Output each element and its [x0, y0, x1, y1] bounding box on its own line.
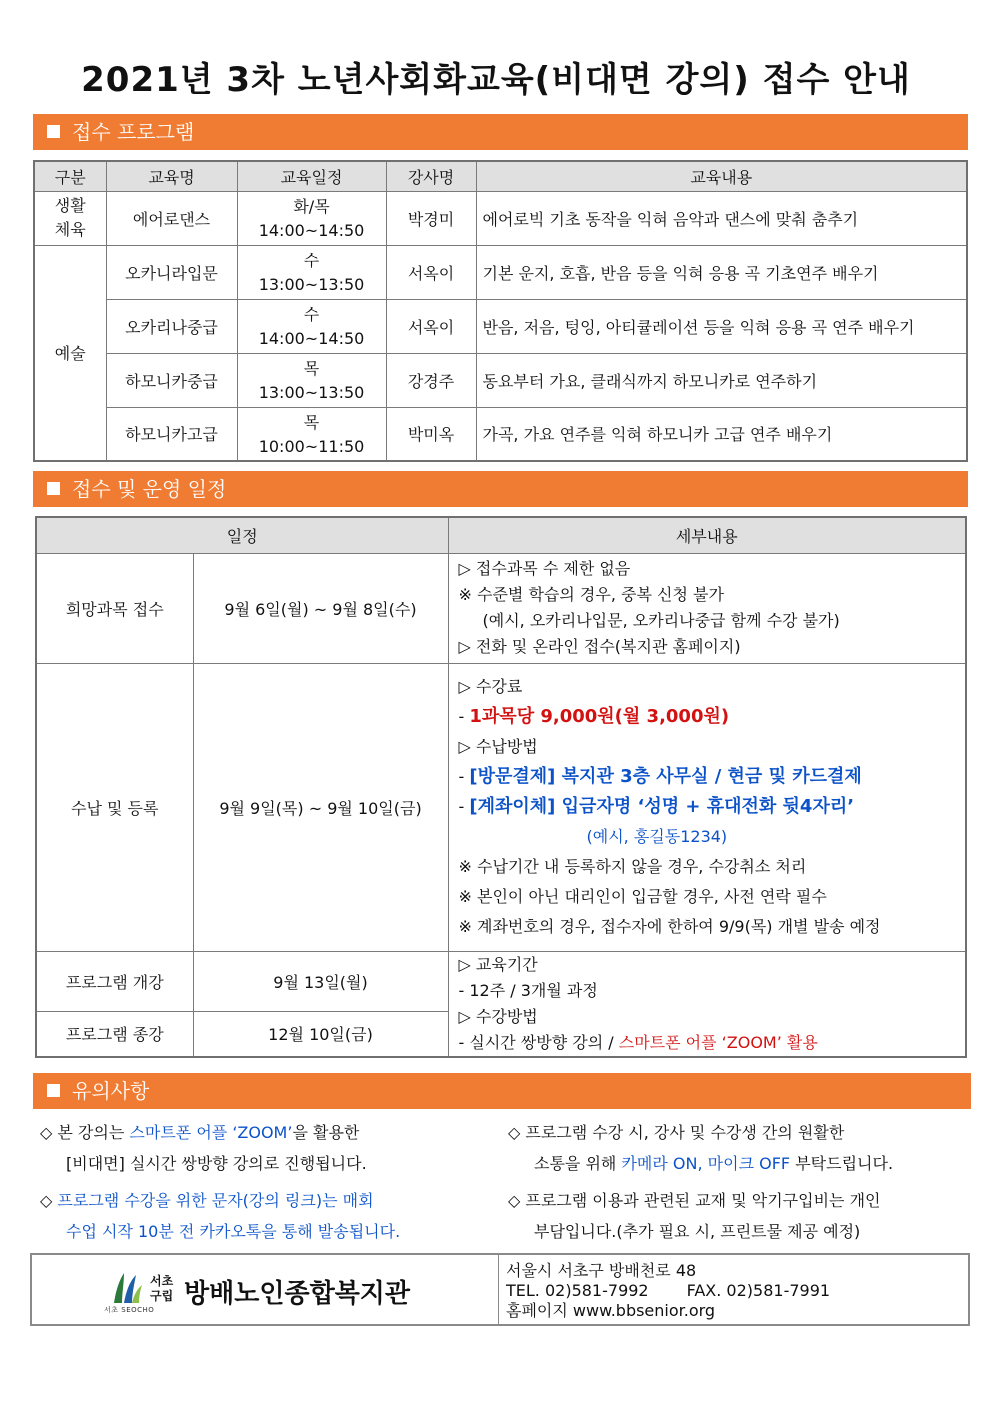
footer [30, 1253, 970, 1326]
payment-method-visit: [방문결제] 복지관 3층 사무실 / 현금 및 카드결제 [469, 766, 862, 787]
footer-contact [506, 1261, 830, 1321]
section-title: 접수 및 운영 일정 [72, 477, 227, 501]
square-bullet-icon [47, 482, 60, 495]
course-time: 10:00~11:50 [258, 436, 365, 456]
schedule-table [35, 516, 967, 1058]
note-line [40, 1185, 400, 1216]
phone: TEL. 02)581-7992 [506, 1281, 649, 1300]
dash: - [458, 707, 465, 726]
org-logo-icon [110, 1269, 144, 1305]
detail-line: ▷ 수강료 [458, 677, 523, 696]
detail-line [459, 1030, 959, 1056]
fee-highlight: 1과목당 9,000원(월 3,000원) [469, 706, 730, 727]
note-highlight: 카메라 ON, 마이크 OFF [621, 1154, 791, 1173]
schedule-date: 12월 10일(금) [193, 1011, 448, 1057]
detail-line: ▷ 접수과목 수 제한 없음 [458, 559, 631, 578]
section-header-schedule [33, 471, 968, 507]
table-row [34, 245, 967, 299]
schedule-date: 9월 13일(월) [193, 951, 448, 1011]
table-row [34, 353, 967, 407]
schedule-date: 9월 6일(월) ~ 9월 8일(수) [193, 553, 448, 663]
note-text: ◇ [40, 1191, 53, 1210]
table-header-row [34, 161, 967, 191]
note-text: 소통을 위해 [534, 1154, 617, 1173]
table-row [36, 663, 966, 951]
detail-line: (예시, 오카리나입문, 오카리나중급 함께 수강 불가) [482, 611, 840, 630]
detail-line [459, 792, 959, 822]
col-header: 강사명 [386, 161, 476, 191]
detail-line: - 12주 / 3개월 과정 [458, 980, 598, 1000]
zoom-highlight: 스마트폰 어플 ‘ZOOM’ 활용 [618, 1032, 818, 1052]
schedule-label: 수납 및 등록 [36, 663, 193, 951]
table-row [36, 553, 966, 663]
schedule-label: 프로그램 종강 [36, 1011, 193, 1057]
col-header: 세부내용 [448, 517, 966, 553]
logo-sub-line: 구립 [150, 1289, 174, 1303]
course-name: 오카리나중급 [106, 299, 237, 353]
course-day: 목 [303, 359, 320, 378]
schedule-detail [448, 553, 966, 663]
schedule-label: 희망과목 접수 [36, 553, 193, 663]
instructor: 강경주 [386, 353, 476, 407]
fax: FAX. 02)581-7991 [686, 1281, 831, 1300]
logo-small-text: 서초 SEOCHO [104, 1306, 155, 1314]
section-title: 유의사항 [72, 1079, 150, 1103]
mode-text: - 실시간 쌍방향 강의 / [458, 1032, 614, 1052]
detail-line: ▷ 수강방법 [458, 1006, 538, 1026]
course-schedule [237, 191, 386, 245]
course-schedule [237, 353, 386, 407]
address: 서울시 서초구 방배천로 48 [506, 1261, 697, 1280]
table-row [34, 407, 967, 461]
note-line: ◇ 프로그램 이용과 관련된 교재 및 악기구입비는 개인 [508, 1191, 881, 1210]
phone-fax [506, 1281, 830, 1301]
course-name: 하모니카중급 [106, 353, 237, 407]
course-schedule [237, 299, 386, 353]
instructor: 서옥이 [386, 245, 476, 299]
course-time: 13:00~13:50 [258, 275, 365, 294]
note-highlight: 프로그램 수강을 위한 문자(강의 링크)는 매회 [57, 1191, 374, 1210]
schedule-detail [448, 663, 966, 951]
org-name: 방배노인종합복지관 [184, 1279, 411, 1309]
detail-line [459, 702, 959, 732]
section-title: 접수 프로그램 [72, 120, 195, 144]
col-header: 교육일정 [237, 161, 386, 191]
course-schedule [237, 407, 386, 461]
detail-line: ▷ 전화 및 온라인 접수(복지관 홈페이지) [458, 637, 741, 656]
detail-line: ※ 수준별 학습의 경우, 중복 신청 불가 [458, 585, 724, 604]
detail-line: ▷ 수납방법 [458, 737, 538, 756]
course-day: 화/목 [293, 197, 330, 216]
dash: - [458, 767, 465, 786]
schedule-date: 9월 9일(목) ~ 9월 10일(금) [193, 663, 448, 951]
detail-line: ※ 계좌번호의 경우, 접수자에 한하여 9/9(목) 개별 발송 예정 [458, 917, 881, 936]
dash: - [458, 797, 465, 816]
course-content: 가곡, 가요 연주를 익혀 하모니카 고급 연주 배우기 [476, 407, 967, 461]
course-day: 수 [303, 251, 320, 270]
square-bullet-icon [47, 1084, 60, 1097]
note-text: 을 활용한 [292, 1123, 360, 1142]
col-header: 구분 [34, 161, 106, 191]
course-name: 에어로댄스 [106, 191, 237, 245]
payment-method-transfer: [계좌이체] 입금자명 ‘성명 + 휴대전화 뒷4자리’ [469, 796, 855, 817]
note-line: ◇ 프로그램 수강 시, 강사 및 수강생 간의 원활한 [508, 1123, 845, 1142]
col-header: 교육내용 [476, 161, 967, 191]
section-header-notes [33, 1073, 971, 1109]
instructor: 서옥이 [386, 299, 476, 353]
table-row [34, 191, 967, 245]
footer-logo-area [32, 1255, 499, 1324]
course-schedule [237, 245, 386, 299]
course-name: 하모니카고급 [106, 407, 237, 461]
note-text: 부탁드립니다. [795, 1154, 894, 1173]
table-header-row [36, 517, 966, 553]
col-header: 교육명 [106, 161, 237, 191]
note-highlight: 스마트폰 어플 ‘ZOOM’ [129, 1123, 293, 1142]
schedule-detail [448, 951, 966, 1057]
course-name: 오카니라입문 [106, 245, 237, 299]
notes-right [508, 1117, 893, 1247]
schedule-label: 프로그램 개강 [36, 951, 193, 1011]
course-content: 기본 운지, 호흡, 반음 등을 익혀 응용 곡 기초연주 배우기 [476, 245, 967, 299]
course-content: 동요부터 가요, 클래식까지 하모니카로 연주하기 [476, 353, 967, 407]
detail-line: ※ 본인이 아닌 대리인이 입금할 경우, 사전 연락 필수 [458, 887, 827, 906]
logo-sub-line: 서초 [150, 1274, 174, 1288]
course-time: 14:00~14:50 [258, 329, 365, 348]
table-row [34, 299, 967, 353]
course-day: 수 [303, 305, 320, 324]
course-content: 에어로빅 기초 동작을 익혀 음악과 댄스에 맞춰 춤추기 [476, 191, 967, 245]
detail-line: ▷ 교육기간 [458, 954, 538, 974]
course-time: 14:00~14:50 [258, 221, 365, 240]
col-header: 일정 [36, 517, 448, 553]
detail-line: ※ 수납기간 내 등록하지 않을 경우, 수강취소 처리 [458, 857, 807, 876]
note-text: ◇ 본 강의는 [40, 1123, 125, 1142]
table-row [36, 951, 966, 1011]
notes-left [40, 1117, 400, 1247]
logo-sub [150, 1274, 173, 1304]
note-line [40, 1117, 400, 1148]
page-title: 2021년 3차 노년사회화교육(비대면 강의) 접수 안내 [81, 60, 911, 100]
note-line [508, 1148, 893, 1179]
note-line: 부담입니다.(추가 필요 시, 프린트물 제공 예정) [534, 1222, 861, 1241]
square-bullet-icon [47, 125, 60, 138]
instructor: 박미옥 [386, 407, 476, 461]
course-day: 목 [303, 412, 320, 432]
course-time: 13:00~13:50 [258, 383, 365, 402]
instructor: 박경미 [386, 191, 476, 245]
course-content: 반음, 저음, 텅잉, 아티큘레이션 등을 익혀 응용 곡 연주 배우기 [476, 299, 967, 353]
note-line: [비대면] 실시간 쌍방향 강의로 진행됩니다. [66, 1154, 367, 1173]
homepage-link[interactable]: 홈페이지 www.bbsenior.org [506, 1301, 716, 1320]
detail-line [459, 762, 959, 792]
section-header-programs [33, 114, 968, 150]
category-cell: 생활 체육 [34, 191, 106, 245]
note-line: 수업 시작 10분 전 카카오톡을 통해 발송됩니다. [66, 1222, 401, 1241]
payment-example: (예시, 홍길동1234) [586, 827, 728, 846]
program-table [33, 160, 968, 462]
category-cell: 예술 [34, 245, 106, 461]
